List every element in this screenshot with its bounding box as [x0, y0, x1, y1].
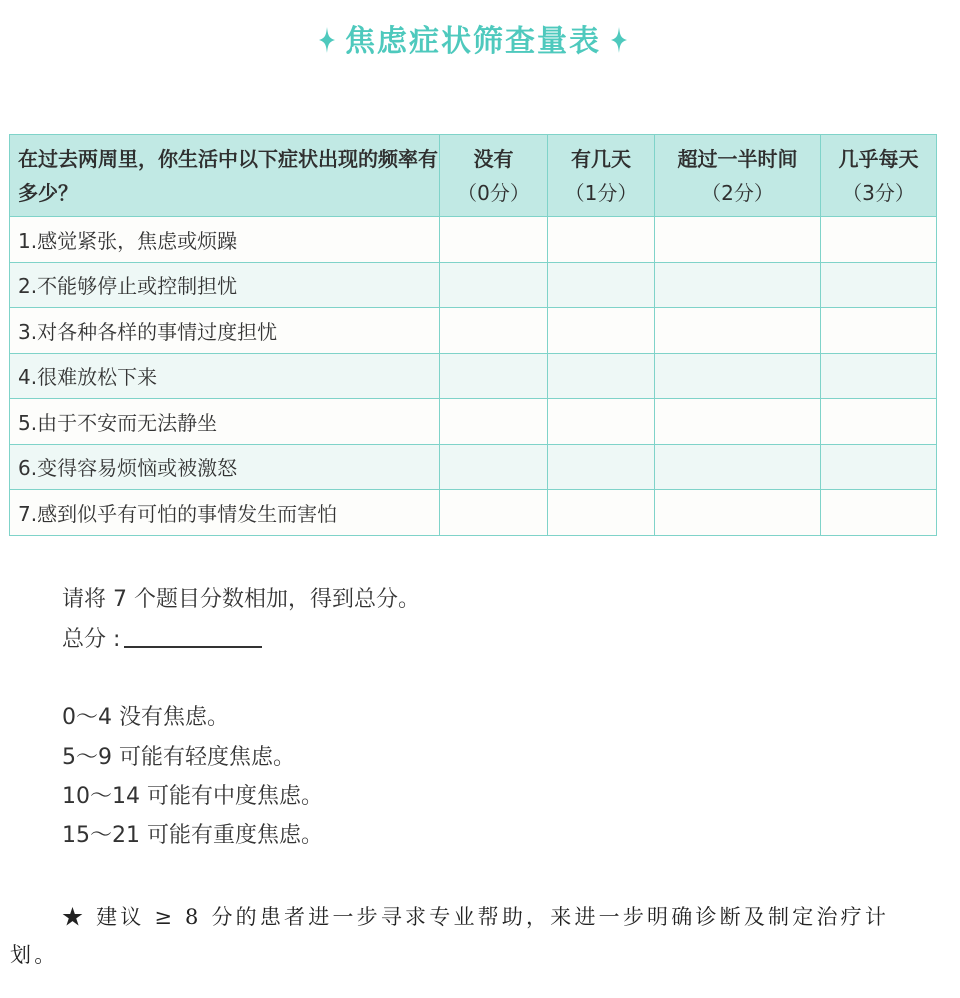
score-cell-1[interactable]: [548, 490, 655, 536]
score-cell-3[interactable]: [821, 308, 937, 354]
total-score-blank[interactable]: [124, 626, 262, 648]
option-header-1: 有几天 （1分）: [548, 135, 655, 217]
table-row: [10, 399, 937, 445]
score-cell-1[interactable]: [548, 262, 655, 308]
interpretation-line: 10～14 可能有中度焦虑。: [62, 784, 323, 809]
recommendation-note: ★ 建议 ≥ 8 分的患者进一步寻求专业帮助，来进一步明确诊断及制定治疗计划。: [10, 905, 890, 967]
item-label: 3.对各种各样的事情过度担忧: [10, 308, 440, 354]
score-cell-0[interactable]: [440, 217, 548, 263]
score-cell-0[interactable]: [440, 490, 548, 536]
sum-instruction: 请将 7 个题目分数相加，得到总分。: [62, 587, 420, 612]
score-cell-3[interactable]: [821, 262, 937, 308]
score-cell-2[interactable]: [655, 262, 821, 308]
table-row: [10, 353, 937, 399]
question-header: 在过去两周里，你生活中以下症状出现的频率有多少？: [10, 135, 440, 217]
score-cell-0[interactable]: [440, 262, 548, 308]
page-title: [0, 16, 946, 60]
option-header-3: 几乎每天 （3分）: [821, 135, 937, 217]
table-row: [10, 262, 937, 308]
score-cell-2[interactable]: [655, 353, 821, 399]
score-cell-2[interactable]: [655, 308, 821, 354]
item-label: 4.很难放松下来: [10, 353, 440, 399]
score-cell-0[interactable]: [440, 308, 548, 354]
sparkle-icon: [611, 27, 627, 53]
table-row: [10, 490, 937, 536]
item-label: 5.由于不安而无法静坐: [10, 399, 440, 445]
score-cell-3[interactable]: [821, 217, 937, 263]
option-header-2: 超过一半时间 （2分）: [655, 135, 821, 217]
score-cell-1[interactable]: [548, 444, 655, 490]
item-label: 6.变得容易烦恼或被激怒: [10, 444, 440, 490]
total-score-line: [62, 622, 262, 653]
interpretation-line: 5～9 可能有轻度焦虑。: [62, 745, 295, 770]
score-cell-1[interactable]: [548, 217, 655, 263]
table-row: [10, 308, 937, 354]
score-cell-3[interactable]: [821, 490, 937, 536]
item-label: 1.感觉紧张，焦虑或烦躁: [10, 217, 440, 263]
sparkle-icon: [319, 27, 335, 53]
score-cell-1[interactable]: [548, 308, 655, 354]
score-cell-2[interactable]: [655, 490, 821, 536]
total-label: 总分 :: [62, 627, 121, 652]
screening-table: [9, 134, 937, 536]
table-row: [10, 217, 937, 263]
score-cell-2[interactable]: [655, 444, 821, 490]
score-cell-3[interactable]: [821, 399, 937, 445]
item-label: 7.感到似乎有可怕的事情发生而害怕: [10, 490, 440, 536]
score-cell-1[interactable]: [548, 353, 655, 399]
score-cell-2[interactable]: [655, 217, 821, 263]
score-cell-2[interactable]: [655, 399, 821, 445]
item-label: 2.不能够停止或控制担忧: [10, 262, 440, 308]
score-cell-0[interactable]: [440, 399, 548, 445]
interpretation-line: 0～4 没有焦虑。: [62, 705, 229, 730]
table-row: [10, 444, 937, 490]
score-cell-3[interactable]: [821, 353, 937, 399]
score-cell-1[interactable]: [548, 399, 655, 445]
score-cell-0[interactable]: [440, 353, 548, 399]
table-header-row: [10, 135, 937, 217]
interpretation-line: 15～21 可能有重度焦虑。: [62, 823, 323, 848]
title-text: 焦虑症状筛查量表: [345, 24, 601, 59]
option-header-0: 没有 （0分）: [440, 135, 548, 217]
score-cell-3[interactable]: [821, 444, 937, 490]
score-cell-0[interactable]: [440, 444, 548, 490]
